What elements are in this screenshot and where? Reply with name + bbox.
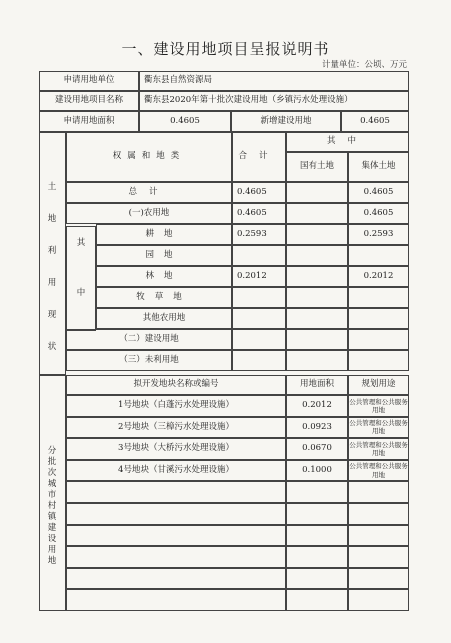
parcel-row-use: 公共管理和公共服务用地 (348, 438, 409, 460)
parcel-side-char: 地 (47, 556, 57, 566)
col-among: 其中 (286, 132, 409, 152)
parcel-row-area (286, 546, 348, 568)
area-value: 0.4605 (139, 111, 231, 132)
new-land-value: 0.4605 (341, 111, 409, 132)
landuse-row-collective: 0.4605 (348, 203, 409, 224)
landuse-side-char: 用 (47, 278, 57, 288)
area-label: 申请用地面积 (39, 111, 139, 132)
col-category: 权属和地类 (66, 132, 232, 182)
parcel-side-char: 城 (47, 479, 57, 489)
parcel-row-area: 0.0670 (286, 438, 348, 460)
among-char: 其 (76, 238, 86, 248)
landuse-row-total: 0.2012 (232, 266, 286, 287)
parcel-row-use: 公共管理和公共服务用地 (348, 417, 409, 439)
landuse-row-collective: 0.4605 (348, 182, 409, 203)
landuse-row-total (232, 287, 286, 308)
parcel-side-char: 用 (47, 545, 57, 555)
parcel-row-area (286, 503, 348, 525)
col-parcel-use: 规划用途 (348, 375, 409, 395)
parcel-side-char: 镇 (47, 512, 57, 522)
landuse-row-state (286, 287, 348, 308)
landuse-row-collective (348, 329, 409, 350)
parcel-row-use (348, 589, 409, 611)
parcel-row-area (286, 525, 348, 547)
landuse-row-state (286, 266, 348, 287)
applicant-value: 衢东县自然资源局 (139, 71, 409, 91)
parcel-row-use: 公共管理和公共服务用地 (348, 460, 409, 482)
landuse-side-char: 利 (47, 246, 57, 256)
parcel-side-char: 市 (47, 490, 57, 500)
landuse-side-char: 状 (47, 342, 57, 352)
landuse-row-label: 其他农用地 (96, 308, 232, 329)
col-collective: 集体土地 (348, 152, 409, 182)
landuse-row-collective (348, 245, 409, 266)
landuse-side-char: 地 (47, 214, 57, 224)
parcel-row-area: 0.1000 (286, 460, 348, 482)
parcel-side-char: 村 (47, 501, 57, 511)
parcel-row-name (66, 546, 286, 568)
parcel-side-char: 批 (47, 457, 57, 467)
landuse-row-state (286, 224, 348, 245)
parcel-row-use (348, 525, 409, 547)
parcel-row-name (66, 525, 286, 547)
parcel-row-name: 4号地块（甘溪污水处理设施） (66, 460, 286, 482)
parcel-row-use: 公共管理和公共服务用地 (348, 395, 409, 417)
application-table (39, 71, 409, 611)
landuse-row-total (232, 308, 286, 329)
landuse-row-total: 0.4605 (232, 203, 286, 224)
landuse-row-total: 0.2593 (232, 224, 286, 245)
project-label: 建设用地项目名称 (39, 91, 139, 111)
landuse-row-total (232, 329, 286, 350)
parcel-side-char: 建 (47, 523, 57, 533)
parcel-row-use (348, 546, 409, 568)
landuse-row-state (286, 182, 348, 203)
page-title: 一、建设用地项目呈报说明书 (121, 40, 330, 58)
landuse-row-label: 园地 (96, 245, 232, 266)
landuse-row-label: 林地 (96, 266, 232, 287)
landuse-row-state (286, 350, 348, 371)
parcel-row-use (348, 481, 409, 503)
landuse-row-label: （三）未利用地 (66, 350, 232, 371)
parcel-row-use (348, 503, 409, 525)
col-total: 合计 (232, 132, 286, 182)
landuse-row-collective (348, 308, 409, 329)
landuse-side-char: 现 (47, 310, 57, 320)
landuse-row-total: 0.4605 (232, 182, 286, 203)
landuse-row-state (286, 245, 348, 266)
parcel-side-char: 设 (47, 534, 57, 544)
landuse-row-label: 牧草地 (96, 287, 232, 308)
landuse-side-char: 土 (47, 182, 57, 192)
parcel-row-area (286, 481, 348, 503)
parcel-row-name: 3号地块（大桥污水处理设施） (66, 438, 286, 460)
landuse-row-state (286, 203, 348, 224)
among-char: 中 (76, 288, 86, 298)
parcel-row-area (286, 589, 348, 611)
col-parcel-area: 用地面积 (286, 375, 348, 395)
landuse-row-state (286, 329, 348, 350)
applicant-label: 申请用地单位 (39, 71, 139, 91)
parcel-row-area: 0.2012 (286, 395, 348, 417)
new-land-label: 新增建设用地 (231, 111, 341, 132)
landuse-row-total (232, 245, 286, 266)
parcel-row-name: 2号地块（三樟污水处理设施） (66, 417, 286, 439)
landuse-row-label: (一)农用地 (66, 203, 232, 224)
landuse-row-label: 总计 (66, 182, 232, 203)
project-value: 衢东县2020年第十批次建设用地（乡镇污水处理设施） (139, 91, 409, 111)
parcel-row-area: 0.0923 (286, 417, 348, 439)
parcel-row-name (66, 481, 286, 503)
landuse-row-total (232, 350, 286, 371)
landuse-row-label: （二）建设用地 (66, 329, 232, 350)
unit-note: 计量单位：公顷、万元 (321, 60, 407, 70)
landuse-row-collective: 0.2593 (348, 224, 409, 245)
landuse-row-label: 耕地 (96, 224, 232, 245)
parcel-row-name (66, 568, 286, 590)
parcel-side-char: 分 (47, 446, 57, 456)
col-parcel-name: 拟开发地块名称或编号 (66, 375, 286, 395)
parcel-row-name (66, 589, 286, 611)
landuse-row-collective (348, 350, 409, 371)
parcel-row-name (66, 503, 286, 525)
landuse-row-state (286, 308, 348, 329)
parcel-row-use (348, 568, 409, 590)
parcel-row-name: 1号地块（白蓬污水处理设施） (66, 395, 286, 417)
parcel-side-char: 次 (47, 468, 57, 478)
parcel-row-area (286, 568, 348, 590)
landuse-row-collective (348, 287, 409, 308)
col-state: 国有土地 (286, 152, 348, 182)
landuse-row-collective: 0.2012 (348, 266, 409, 287)
